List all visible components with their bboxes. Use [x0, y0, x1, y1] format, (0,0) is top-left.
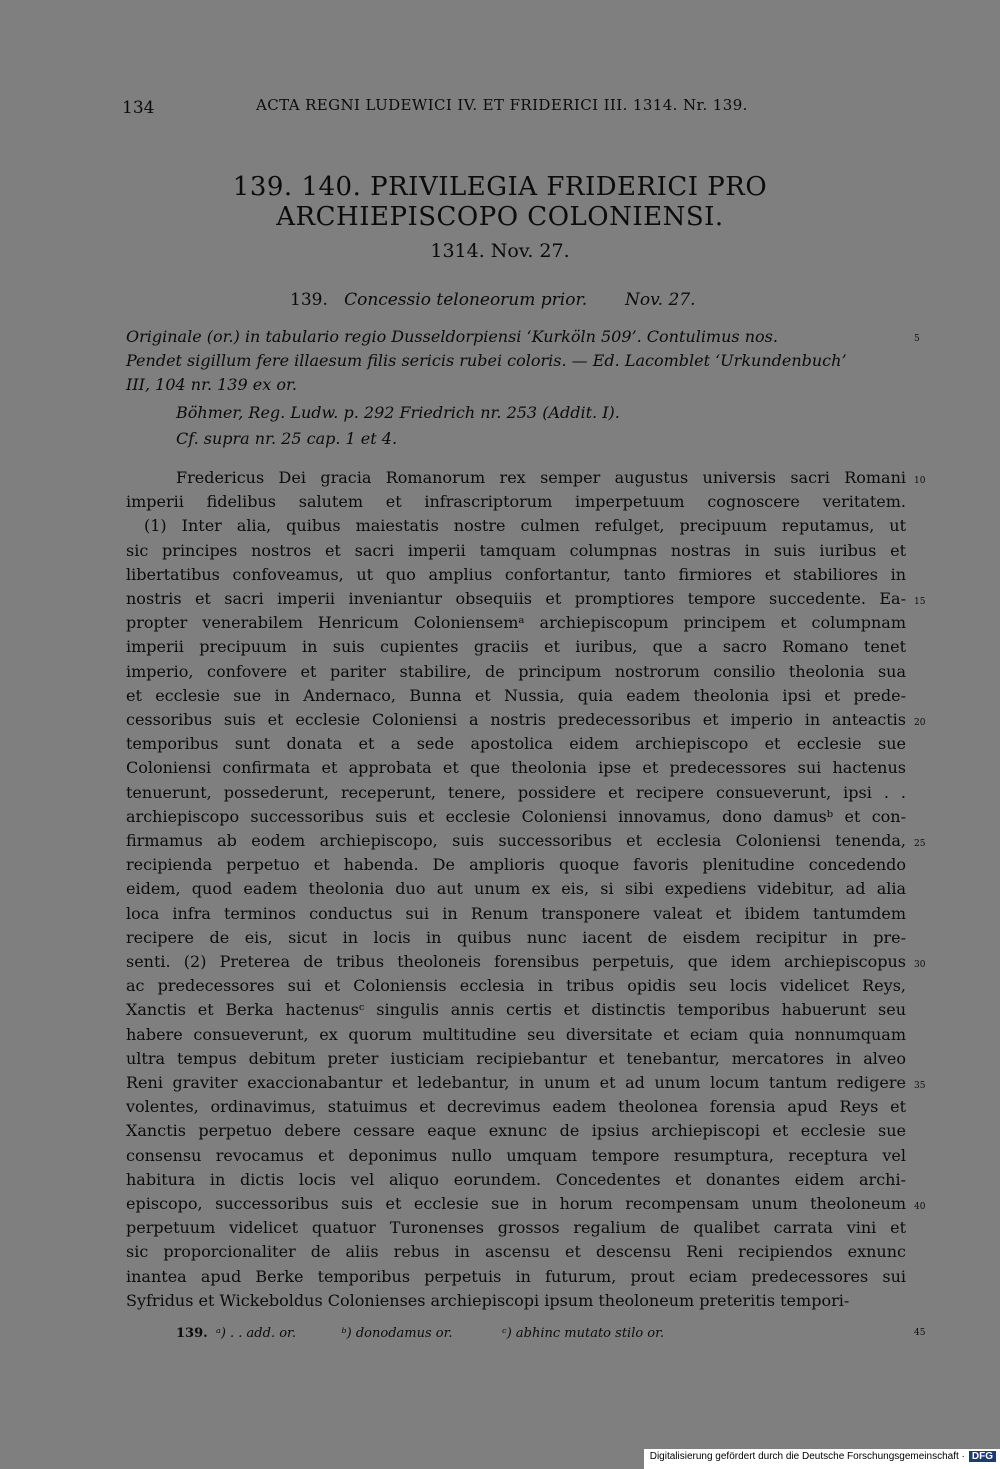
body-line: tenuerunt, possederunt, receperunt, tenere, possidere et recipere consueverunt, ipsi . . [126, 782, 906, 802]
body-line: senti. (2) Preterea de tribus theoloneis forensibus perpetuis, que idem archiepiscopus [126, 952, 906, 971]
body-line: imperio, confovere et pariter stabilire, de principum nostrorum consilio theolonia sua [126, 661, 906, 681]
body-line: loca infra terminos conductus sui in Renum transponere valeat et ibidem tantumdem [126, 903, 906, 923]
body-line: temporibus sunt donata et a sede apostolica eidem archiepiscopo et ecclesie sue [126, 734, 906, 754]
subheading-number: 139. [290, 290, 328, 310]
document-date: 1314. Nov. 27. [430, 240, 570, 262]
source-note-line: Böhmer, Reg. Ludw. p. 292 Friedrich nr. 253 (Addit. I). [176, 403, 620, 422]
source-note-line: Pendet sigillum fere illaesum filis sericis rubei coloris. — Ed. Lacomblet ‘Urkundenbuch’ [126, 351, 847, 370]
margin-line-number: 35 [914, 1081, 926, 1091]
source-note-line: III, 104 nr. 139 ex or. [126, 375, 297, 394]
dfg-banner-text: Digitalisierung gefördert durch die Deutsche Forschungsgemeinschaft · [649, 1451, 965, 1462]
body-line: imperii precipuum in suis cupientes graciis et iuribus, que a sacro Romano tenet [126, 637, 906, 657]
footnote-b: ᵇ) donodamus or. [341, 1326, 453, 1341]
body-line: Coloniensi confirmata et approbata et que theolonia ipse et predecessores sui hactenus [126, 758, 906, 778]
body-line: consensu revocamus et deponimus nullo umquam tempore resumptura, receptura vel [126, 1145, 906, 1165]
body-line: Syfridus et Wickeboldus Colonienses archiepiscopi ipsum theoloneum preteritis tempori- [126, 1290, 850, 1310]
footnote-number: 139. [176, 1326, 208, 1341]
body-line: Fredericus Dei gracia Romanorum rex semper augustus universis sacri Romani [176, 468, 906, 487]
body-line: eidem, quod eadem theolonia duo aut unum ex eis, si sibi expediens videbitur, ad alia [126, 879, 906, 899]
body-line: libertatibus confoveamus, ut quo amplius confortantur, tanto firmiores et stabiliores in [126, 564, 906, 584]
body-line: recipienda perpetuo et habenda. De amplioris quoque favoris plenitudine concedendo [126, 855, 906, 875]
body-line: Xanctis perpetuo debere cessare eaque exnunc de ipsius archiepiscopi et ecclesie sue [126, 1121, 906, 1141]
body-line: ac predecessores sui et Coloniensis ecclesia in tribus opidis seu locis videlicet Reys, [126, 976, 906, 996]
subheading-date: Nov. 27. [624, 290, 696, 310]
document-title-line2: ARCHIEPISCOPO COLONIENSI. [276, 202, 724, 232]
margin-line-number: 10 [914, 476, 926, 486]
body-line: cessoribus suis et ecclesie Coloniensi a nostris predecessoribus et imperio in anteactis [126, 710, 906, 729]
body-line: recipere de eis, sicut in locis in quibus nunc iacent de eisdem recipitur in pre- [126, 927, 906, 947]
body-line: propter venerabilem Henricum Coloniensemᵃ archiepiscopum principem et columpnam [126, 613, 906, 633]
body-line: perpetuum videlicet quatuor Turonenses grossos regalium de qualibet carrata vini et [126, 1218, 906, 1238]
body-line: (1) Inter alia, quibus maiestatis nostre culmen refulget, precipuum reputamus, ut [144, 516, 906, 536]
source-note-line: Originale (or.) in tabulario regio Dusseldorpiensi ‘Kurköln 509’. Contulimus nos. [126, 327, 778, 346]
body-line: volentes, ordinavimus, statuimus et decrevimus eadem theolonea forensia apud Reys et [126, 1097, 906, 1117]
document-title-line1: 139. 140. PRIVILEGIA FRIDERICI PRO [232, 172, 768, 202]
footnotes [176, 1326, 664, 1341]
subheading [290, 290, 696, 310]
margin-line-number: 25 [914, 839, 926, 849]
margin-line-number: 20 [914, 718, 926, 728]
body-line: Reni graviter exaccionabantur et ledebantur, in unum et ad unum locum tantum redigere [126, 1073, 906, 1092]
body-line: habitura in dictis locis vel aliquo eorundem. Concedentes et donantes eidem archi- [126, 1169, 906, 1189]
body-line: archiepiscopo successoribus suis et ecclesie Coloniensi innovamus, dono damusᵇ et con- [126, 806, 906, 826]
footnote-a: ᵃ) . . add. or. [215, 1326, 296, 1341]
footnote-margin-number: 45 [914, 1328, 926, 1338]
margin-line-number: 15 [914, 597, 926, 607]
margin-line-number: 40 [914, 1202, 926, 1212]
margin-line-number: 5 [914, 334, 920, 344]
body-line: habere consueverunt, ex quorum multitudine seu diversitate et eciam quia nonnumquam [126, 1024, 906, 1044]
body-line: imperii fidelibus salutem et infrascriptorum imperpetuum cognoscere veritatem. [126, 492, 906, 512]
subheading-label: Concessio teloneorum prior. [344, 290, 588, 310]
body-line: ultra tempus debitum preter iusticiam recipiebantur et tenebantur, mercatores in alveo [126, 1048, 906, 1068]
body-line: episcopo, successoribus suis et ecclesie sue in horum recompensam unum theoloneum [126, 1194, 906, 1213]
body-line: sic principes nostros et sacri imperii tamquam columpnas nostras in suis iuribus et [126, 540, 906, 560]
margin-line-number: 30 [914, 960, 926, 970]
source-note-line: Cf. supra nr. 25 cap. 1 et 4. [176, 429, 398, 448]
dfg-logo-icon: DFG [969, 1451, 996, 1462]
running-title: ACTA REGNI LUDEWICI IV. ET FRIDERICI III. 1314. Nr. 139. [256, 96, 748, 114]
body-line: et ecclesie sue in Andernaco, Bunna et Nussia, quia eadem theolonia ipsi et prede- [126, 685, 906, 705]
body-line: sic proporcionaliter de aliis rebus in ascensu et descensu Reni recipiendos exnunc [126, 1242, 906, 1262]
page-number: 134 [122, 98, 155, 118]
dfg-banner [644, 1449, 1000, 1469]
footnote-c: ᶜ) abhinc mutato stilo or. [502, 1326, 665, 1341]
body-line: nostris et sacri imperii inveniantur obsequiis et promptiores tempore succedente. Ea- [126, 589, 906, 608]
body-line: inantea apud Berke temporibus perpetuis in futurum, prout eciam predecessores sui [126, 1266, 906, 1286]
body-line: Xanctis et Berka hactenusᶜ singulis annis certis et distinctis temporibus habuerunt seu [126, 1000, 906, 1020]
body-line: firmamus ab eodem archiepiscopo, suis successoribus et ecclesia Coloniensi tenenda, [126, 831, 906, 850]
